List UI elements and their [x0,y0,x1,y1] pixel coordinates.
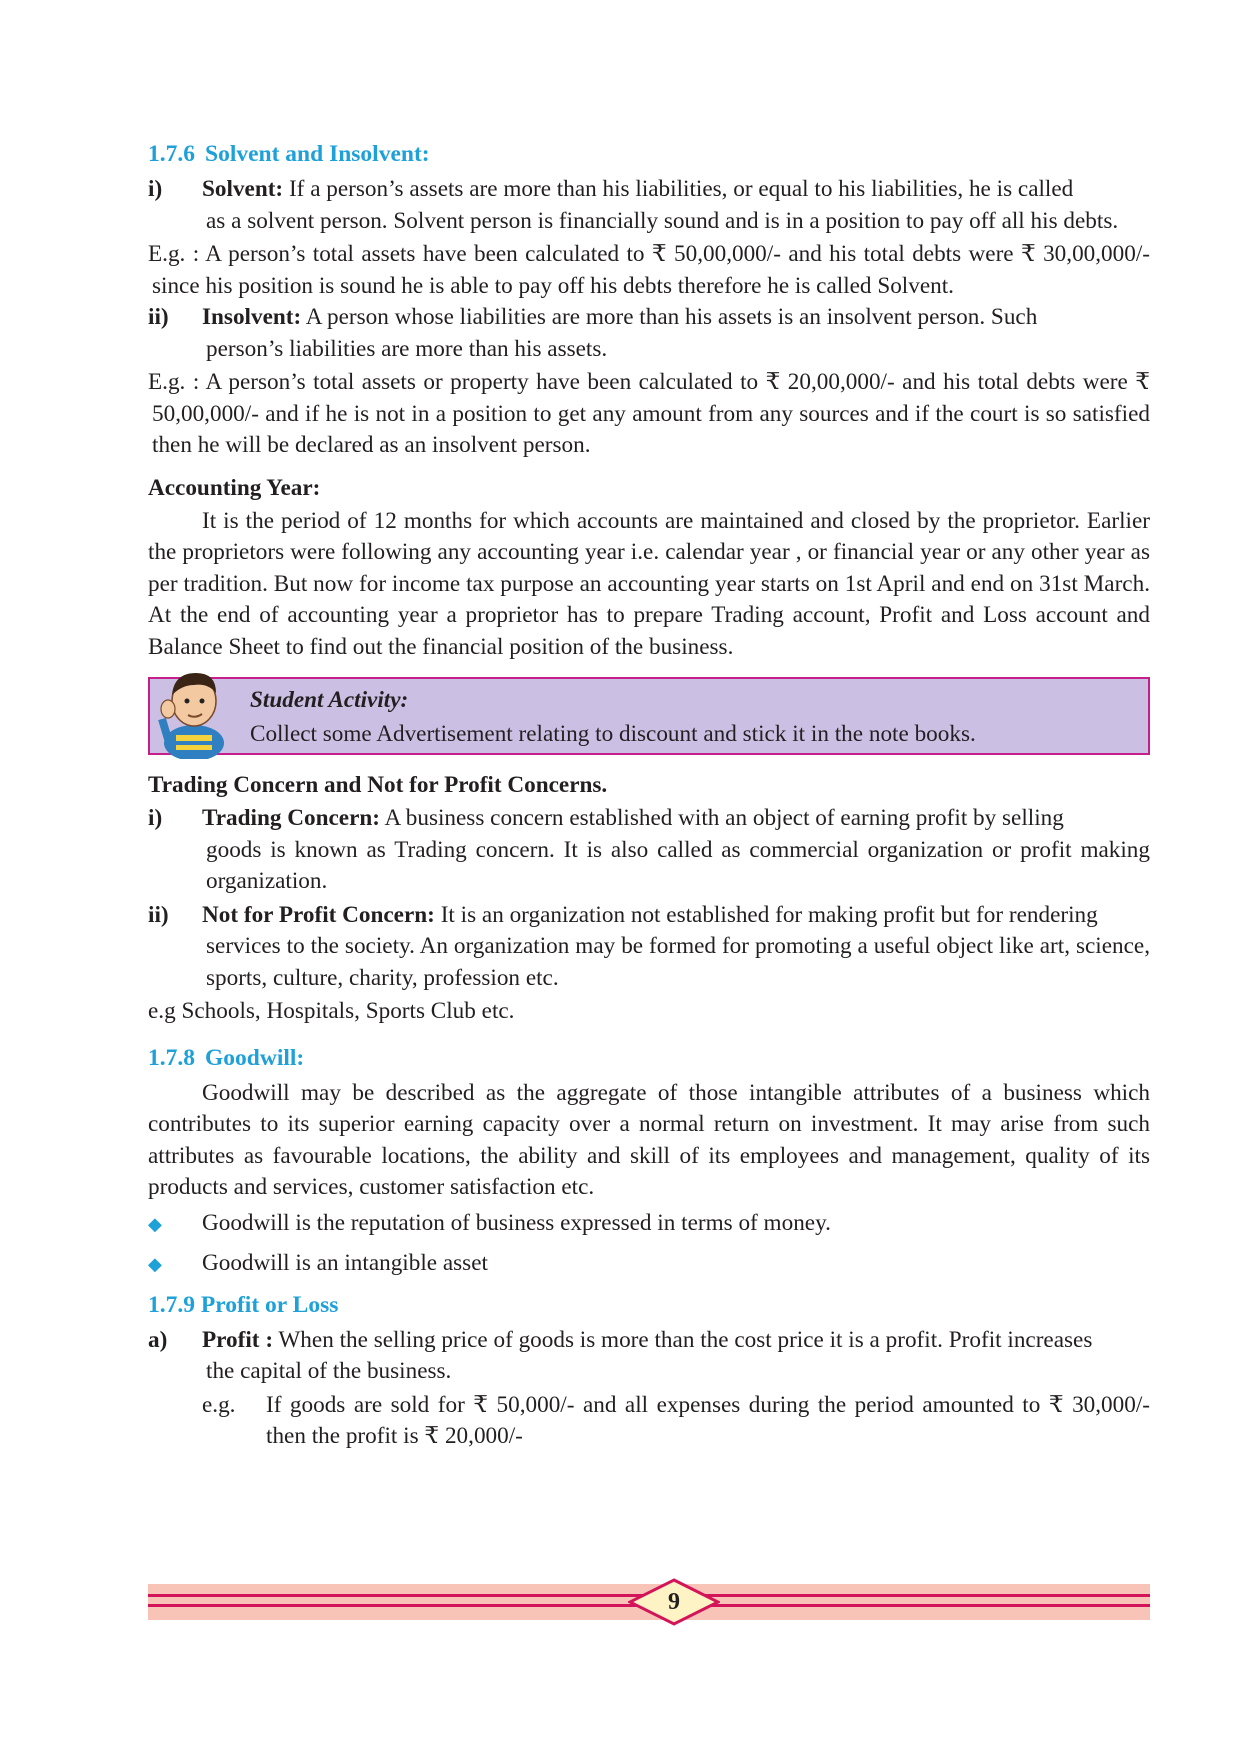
profit-item [148,1325,1150,1388]
goodwill-bullet-text: Goodwill is the reputation of business expressed in terms of money. [202,1209,831,1236]
student-activity-box [148,677,1150,755]
section-178-title: Goodwill: [205,1044,305,1071]
goodwill-bullet [148,1208,1150,1241]
insolvent-item [148,302,1150,365]
not-for-profit-item [148,900,1150,995]
solvent-text-first: If a person’s assets are more than his liabilities, or equal to his liabilities, he is called [283,176,1074,202]
item-marker: a) [148,1326,168,1353]
insolvent-text-first: A person whose liabilities are more than his assets is an insolvent person. Such [301,304,1038,330]
student-activity-text: Collect some Advertisement relating to discount and stick it in the note books. [250,721,976,747]
insolvent-text-rest: person’s liabilities are more than his assets. [206,335,608,362]
solvent-example: E.g. : A person’s total assets have been calculated to ₹ 50,00,000/- and his total debts were ₹ 30,00,000/- since his position is sound he is able to pay off his debts therefore he is called Solvent. [148,241,1150,299]
goodwill-bullet [148,1248,1150,1281]
insolvent-term: Insolvent: [202,304,302,330]
section-176-title: Solvent and Insolvent: [205,141,430,167]
solvent-term: Solvent: [202,176,284,202]
not-for-profit-example: e.g Schools, Hospitals, Sports Club etc. [148,998,515,1024]
trading-concern-term: Trading Concern: [202,805,380,831]
accounting-year-heading: Accounting Year: [148,474,321,501]
insolvent-example: E.g. : A person’s total assets or property have been calculated to ₹ 20,00,000/- and his total debts were ₹ 50,00,000/- and if he is not in a position to get any amount from any sources and if the court is so satisfied then he will be declared as an insolvent person. [148,369,1150,458]
profit-example-label: e.g. [202,1391,236,1418]
profit-text-rest: the capital of the business. [206,1358,452,1384]
item-marker: i) [148,805,163,831]
not-for-profit-term: Not for Profit Concern: [202,901,435,928]
trading-heading: Trading Concern and Not for Profit Concerns. [148,772,608,798]
item-marker: ii) [148,304,169,330]
goodwill-paragraph: Goodwill may be described as the aggregate of those intangible attributes of a business which contributes to its superior earning capacity over a normal return on investment. It may arise from such attributes as favourable locations, the ability and skill of its employees and management, quality of its products and services, customer satisfaction etc. [148,1079,1150,1200]
section-176-heading [148,138,1150,170]
section-179-heading: 1.7.9 Profit or Loss [148,1291,339,1318]
profit-example-text: If goods are sold for ₹ 50,000/- and all expenses during the period amounted to ₹ 30,000/- then the profit is ₹ 20,000/- [266,1391,1150,1449]
accounting-year-paragraph: It is the period of 12 months for which accounts are maintained and closed by the proprietor. Earlier the proprietors were following any accounting year i.e. calendar year , or financial year or any other year as per tradition. But now for income tax purpose an accounting year starts on 1st April and end on 31st March. At the end of accounting year a proprietor has to prepare Trading account, Profit and Loss account and Balance Sheet to find out the financial position of the business. [148,507,1150,660]
trading-concern-text-first: A business concern established with an object of earning profit by selling [379,805,1064,831]
trading-concern-text-rest: goods is known as Trading concern. It is also called as commercial organization or profit making organization. [206,836,1150,894]
section-176-number: 1.7.6 [148,141,195,167]
student-activity-title: Student Activity: [250,687,409,713]
page-footer [148,1582,1150,1622]
diamond-bullet-icon: ◆ [148,1254,162,1274]
profit-term: Profit : [202,1326,274,1353]
item-marker: i) [148,176,163,202]
profit-example [202,1390,1150,1453]
goodwill-bullet-text: Goodwill is an intangible asset [202,1250,488,1276]
solvent-item [148,174,1150,237]
diamond-bullet-icon: ◆ [148,1213,162,1234]
page-content [148,138,1150,1453]
not-for-profit-text-rest: services to the society. An organization may be formed for promoting a useful object like art, science, sports, culture, charity, profession etc. [206,933,1150,991]
profit-text-first: When the selling price of goods is more than the cost price it is a profit. Profit increases [273,1326,1093,1353]
section-178-number: 1.7.8 [148,1044,195,1071]
solvent-text-rest: as a solvent person. Solvent person is financially sound and is in a position to pay off all his debts. [206,207,1119,234]
item-marker: ii) [148,901,169,928]
trading-concern-item [148,803,1150,898]
thinking-boy-icon [154,663,234,759]
section-178-heading [148,1042,1150,1074]
not-for-profit-text-first: It is an organization not established for making profit but for rendering [434,901,1098,928]
page-number: 9 [668,1589,680,1615]
